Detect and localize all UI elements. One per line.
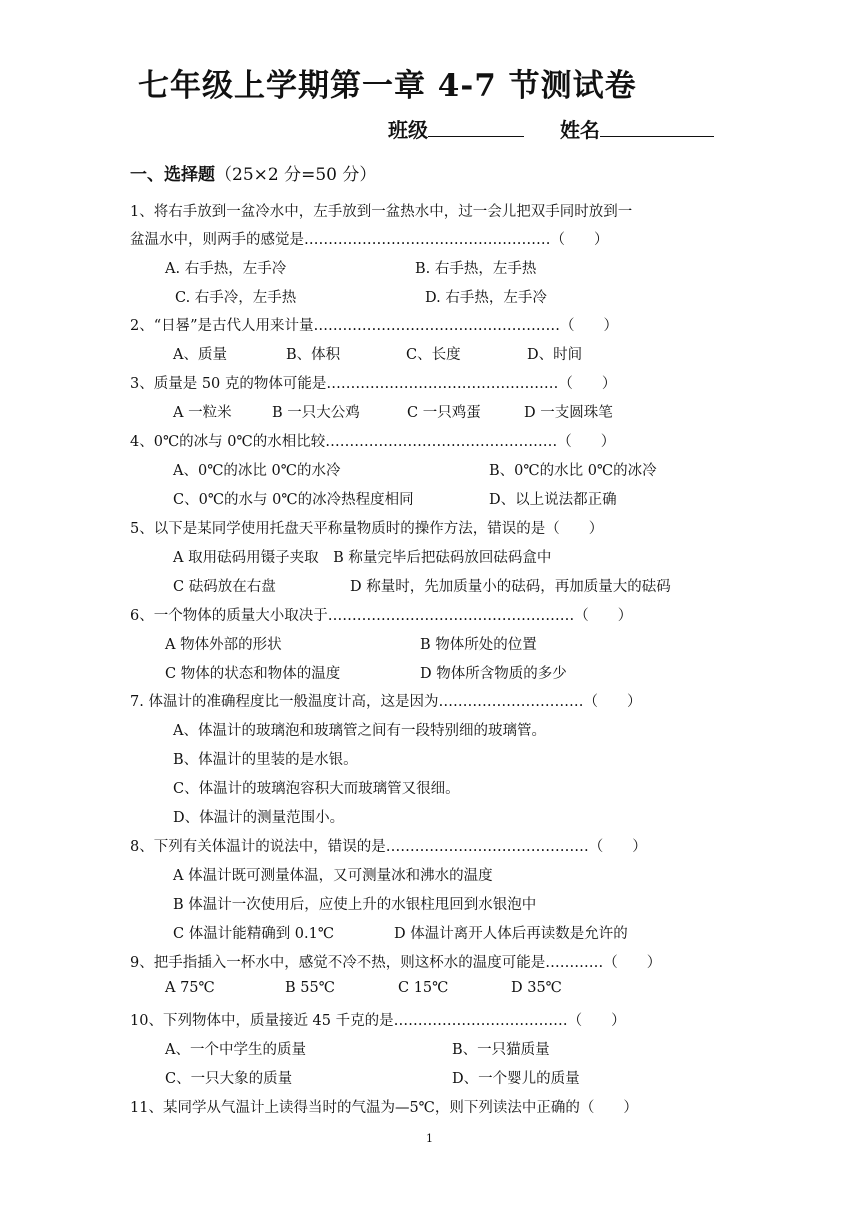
- q9-option-a[interactable]: A 75℃: [165, 980, 215, 996]
- q9-option-c[interactable]: C 15℃: [398, 980, 449, 996]
- q4-option-c[interactable]: C、0℃的水与 0℃的冰冷热程度相同: [173, 492, 414, 508]
- q7-option-d[interactable]: D、体温计的测量范围小。: [173, 810, 345, 826]
- q7-option-c[interactable]: C、体温计的玻璃泡容积大而玻璃管又很细。: [173, 781, 460, 797]
- question-10: 10、下列物体中，质量接近 45 千克的是………………………………（ ）: [130, 1013, 626, 1029]
- exam-title: 七年级上学期第一章 4-7 节测试卷: [138, 68, 637, 104]
- question-1-line-2: 盆温水中，则两手的感觉是……………………………………………（ ）: [130, 232, 609, 248]
- q10-option-d[interactable]: D、一个婴儿的质量: [452, 1071, 580, 1087]
- class-blank[interactable]: [428, 118, 524, 137]
- q9-option-b[interactable]: B 55℃: [285, 980, 335, 996]
- q4-option-d[interactable]: D、以上说法都正确: [489, 492, 617, 508]
- question-5: 5、以下是某同学使用托盘天平称量物质时的操作方法，错误的是（ ）: [130, 521, 604, 537]
- q9-option-d[interactable]: D 35℃: [511, 980, 562, 996]
- q1-option-c[interactable]: C. 右手冷，左手热: [175, 290, 297, 306]
- name-blank[interactable]: [600, 118, 714, 137]
- q5-option-d[interactable]: D 称量时，先加质量小的砝码，再加质量大的砝码: [350, 579, 671, 595]
- question-8: 8、下列有关体温计的说法中，错误的是……………………………………（ ）: [130, 839, 647, 855]
- question-4: 4、0℃的冰与 0℃的水相比较…………………………………………（ ）: [130, 434, 616, 450]
- q6-option-b[interactable]: B 物体所处的位置: [420, 637, 537, 653]
- question-2: 2、“日晷”是古代人用来计量……………………………………………（ ）: [130, 318, 619, 334]
- q3-option-d[interactable]: D 一支圆珠笔: [524, 405, 613, 421]
- section-title: 一、选择题: [130, 165, 215, 185]
- q7-option-b[interactable]: B、体温计的里装的是水银。: [173, 752, 358, 768]
- section-score: （25×2 分=50 分）: [215, 165, 377, 185]
- question-6: 6、一个物体的质量大小取决于……………………………………………（ ）: [130, 608, 633, 624]
- q7-option-a[interactable]: A、体温计的玻璃泡和玻璃管之间有一段特别细的玻璃管。: [173, 723, 546, 739]
- q3-option-a[interactable]: A 一粒米: [173, 405, 232, 421]
- q8-option-d[interactable]: D 体温计离开人体后再读数是允许的: [394, 926, 628, 942]
- q1-option-d[interactable]: D. 右手热，左手冷: [425, 290, 547, 306]
- question-3: 3、质量是 50 克的物体可能是…………………………………………（ ）: [130, 376, 617, 392]
- q2-option-a[interactable]: A、质量: [173, 347, 227, 363]
- q8-option-a[interactable]: A 体温计既可测量体温，又可测量冰和沸水的温度: [173, 868, 493, 884]
- q5-options-ab[interactable]: A 取用砝码用镊子夹取 B 称量完毕后把砝码放回砝码盒中: [173, 550, 552, 566]
- page-number: 1: [426, 1132, 433, 1145]
- question-9: 9、把手指插入一杯水中，感觉不冷不热，则这杯水的温度可能是…………（ ）: [130, 955, 662, 971]
- q6-option-d[interactable]: D 物体所含物质的多少: [420, 666, 567, 682]
- name-label: 姓名: [559, 118, 600, 142]
- class-label: 班级: [388, 118, 428, 142]
- question-11: 11、某同学从气温计上读得当时的气温为—5℃，则下列读法中正确的（ ）: [130, 1100, 638, 1116]
- q10-option-c[interactable]: C、一只大象的质量: [165, 1071, 293, 1087]
- q2-option-d[interactable]: D、时间: [527, 347, 583, 363]
- q6-option-c[interactable]: C 物体的状态和物体的温度: [165, 666, 341, 682]
- q8-option-b[interactable]: B 体温计一次使用后，应使上升的水银柱甩回到水银泡中: [173, 897, 537, 913]
- q1-option-b[interactable]: B. 右手热，左手热: [415, 261, 537, 277]
- question-1-line-1: 1、将右手放到一盆冷水中，左手放到一盆热水中，过一会儿把双手同时放到一: [130, 204, 633, 220]
- q2-option-b[interactable]: B、体积: [286, 347, 341, 363]
- section-heading: [130, 160, 376, 185]
- student-info: [388, 114, 714, 143]
- q4-option-b[interactable]: B、0℃的水比 0℃的冰冷: [489, 463, 657, 479]
- q1-option-a[interactable]: A. 右手热，左手冷: [165, 261, 287, 277]
- q3-option-b[interactable]: B 一只大公鸡: [272, 405, 360, 421]
- q10-option-a[interactable]: A、一个中学生的质量: [165, 1042, 306, 1058]
- q10-option-b[interactable]: B、一只猫质量: [452, 1042, 550, 1058]
- q5-option-c[interactable]: C 砝码放在右盘: [173, 579, 276, 595]
- q4-option-a[interactable]: A、0℃的冰比 0℃的水冷: [173, 463, 341, 479]
- question-7: 7. 体温计的准确程度比一般温度计高，这是因为…………………………（ ）: [130, 694, 642, 710]
- q2-option-c[interactable]: C、长度: [406, 347, 461, 363]
- q6-option-a[interactable]: A 物体外部的形状: [165, 637, 282, 653]
- q8-option-c[interactable]: C 体温计能精确到 0.1℃: [173, 926, 335, 942]
- q3-option-c[interactable]: C 一只鸡蛋: [407, 405, 481, 421]
